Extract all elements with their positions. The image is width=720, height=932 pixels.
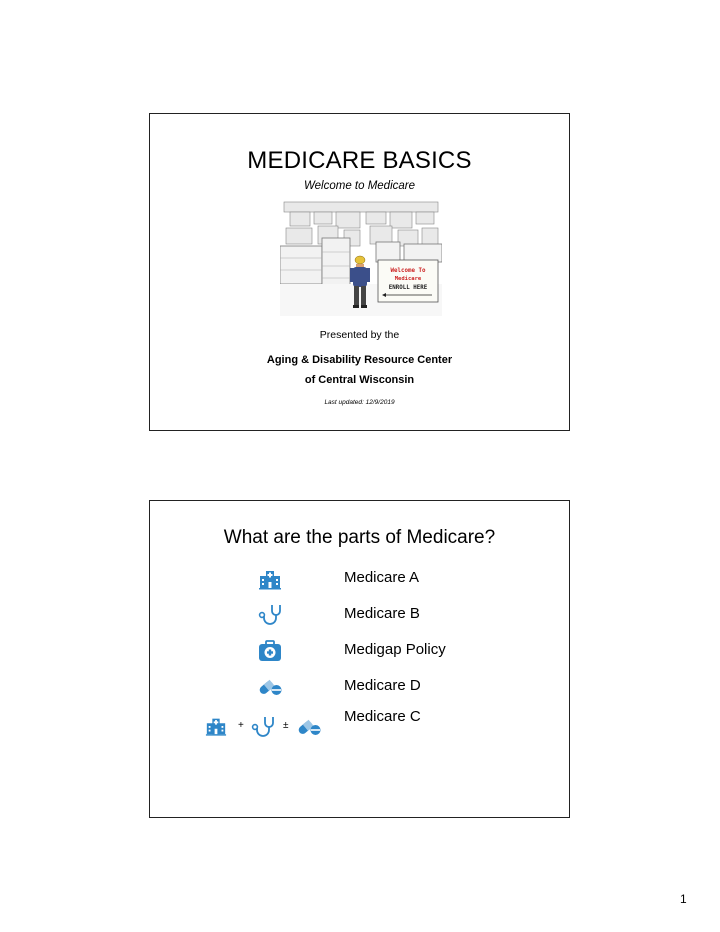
organization-name — [150, 350, 569, 390]
last-updated-text: Last updated: 12/9/2019 — [324, 399, 395, 406]
slide-subtitle: Welcome to Medicare — [304, 180, 415, 192]
sign-line-1: Welcome To — [390, 268, 426, 274]
sign-line-2: Medicare — [394, 276, 422, 282]
plus-sign: + — [238, 720, 244, 731]
parts-of-medicare-slide — [149, 500, 570, 818]
part-row-medigap — [150, 637, 569, 667]
part-row-medicare-c — [150, 708, 569, 741]
organization-line-2: of Central Wisconsin — [304, 374, 415, 386]
part-row-medicare-a — [150, 565, 569, 595]
slide-title: What are the parts of Medicare? — [223, 527, 496, 548]
part-label: Medicare D — [344, 677, 421, 694]
sign-line-3: ENROLL HERE — [388, 285, 428, 291]
hospital-icon — [258, 567, 282, 591]
combo-icons — [205, 715, 325, 739]
part-label: Medicare C — [344, 708, 421, 725]
part-label: Medigap Policy — [344, 641, 446, 658]
pill-icon — [297, 715, 321, 739]
maze-illustration — [280, 198, 442, 316]
organization-line-1: Aging & Disability Resource Center — [266, 354, 453, 366]
plus-minus-sign: ± — [283, 720, 289, 731]
page-number: 1 — [680, 892, 687, 906]
part-label: Medicare B — [344, 605, 420, 622]
stethoscope-icon — [251, 715, 275, 739]
part-row-medicare-b — [150, 601, 569, 631]
part-label: Medicare A — [344, 569, 420, 586]
hospital-icon — [205, 715, 227, 737]
pill-icon — [258, 675, 282, 699]
stethoscope-icon — [258, 603, 282, 627]
title-slide — [149, 113, 570, 431]
presented-by-text: Presented by the — [319, 329, 400, 341]
slide-title: MEDICARE BASICS — [247, 147, 472, 174]
part-row-medicare-d — [150, 673, 569, 703]
medical-kit-icon — [258, 639, 282, 663]
